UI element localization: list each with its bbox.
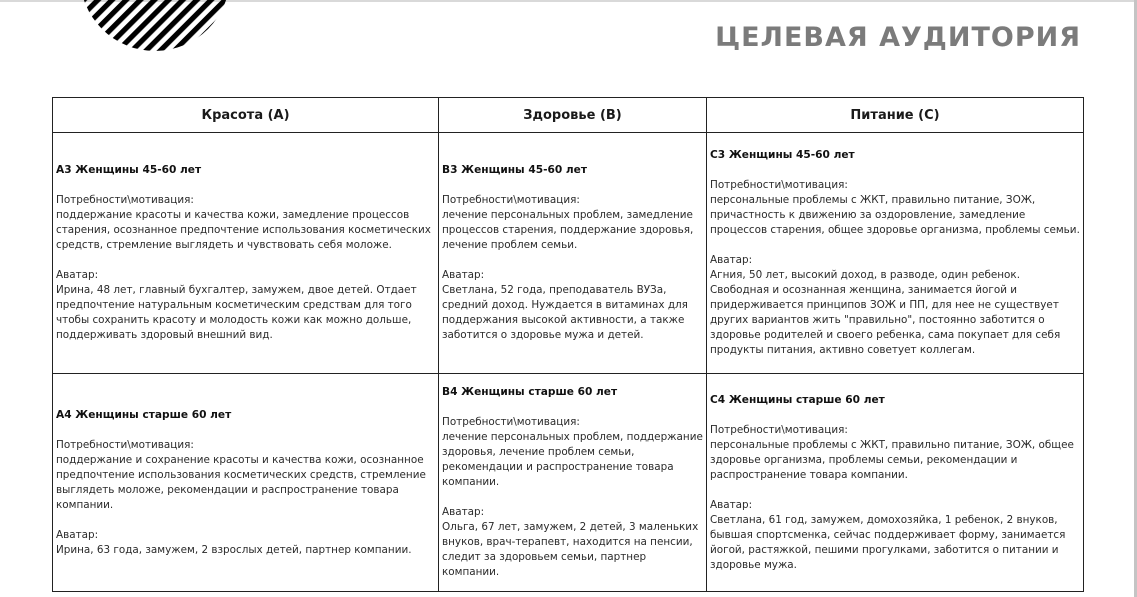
avatar-text: Агния, 50 лет, высокий доход, в разводе, один ребенок. Свободная и осознанная женщина, занимается йогой и придерживается принципов ЗОЖ и ПП, для нее не существует других вариантов жить "правильно", постоянно заботится о здоровье родителей и своего ребенка, сама покупает для себя продукты питания, активно советует коллегам. xyxy=(710,269,1061,356)
needs-block xyxy=(56,193,435,253)
avatar-label: Аватар: xyxy=(710,254,753,266)
table-row xyxy=(53,133,1084,374)
avatar-block xyxy=(710,253,1080,358)
segment-cell-b4 xyxy=(439,374,707,592)
segment-title: А3 Женщины 45-60 лет xyxy=(56,164,202,176)
needs-label: Потребности\мотивация: xyxy=(56,438,194,451)
needs-text: лечение персональных проблем, замедление процессов старения, поддержание здоровья, лечение проблем семьи. xyxy=(442,209,694,251)
segment-title: А4 Женщины старше 60 лет xyxy=(56,408,232,421)
target-audience-table xyxy=(52,97,1084,592)
segment-cell-b3 xyxy=(439,133,707,374)
needs-text: персональные проблемы с ЖКТ, правильно питание, ЗОЖ, общее здоровье организма, проблемы семьи, рекомендации и распространение товара компании. xyxy=(710,438,1074,481)
avatar-label: Аватар: xyxy=(442,506,485,518)
needs-label: Потребности\мотивация: xyxy=(710,179,848,191)
table-row xyxy=(53,374,1084,592)
avatar-text: Ольга, 67 лет, замужем, 2 детей, 3 маленьких внуков, врач-терапевт, находится на пенсии, следит за здоровьем семьи, партнер компании. xyxy=(442,521,699,578)
needs-text: персональные проблемы с ЖКТ, правильно питание, ЗОЖ, причастность к движению за оздоровление, замедление процессов старения, общее здоровье организма, проблемы семьи. xyxy=(710,194,1080,236)
avatar-label: Аватар: xyxy=(56,269,99,281)
needs-text: поддержание красоты и качества кожи, замедление процессов старения, осознанное предпочтение использования косметических средств, стремление выглядеть и чувствовать себя моложе. xyxy=(56,209,431,251)
needs-label: Потребности\мотивация: xyxy=(710,423,848,436)
avatar-block xyxy=(710,498,1080,573)
avatar-text: Ирина, 63 года, замужем, 2 взрослых детей, партнер компании. xyxy=(56,543,412,556)
avatar-block xyxy=(442,505,703,580)
avatar-text: Светлана, 52 года, преподаватель ВУЗа, средний доход. Нуждается в витаминах для поддержания высокой активности, а также заботится о здоровье мужа и детей. xyxy=(442,284,688,341)
avatar-text: Ирина, 48 лет, главный бухгалтер, замужем, двое детей. Отдает предпочтение натуральным косметическим средствам для того чтобы сохранить красоту и молодость кожи как можно дольше, поддерживать здоровый внешний вид. xyxy=(56,284,417,341)
column-header-health: Здоровье (В) xyxy=(439,98,707,133)
needs-label: Потребности\мотивация: xyxy=(442,416,580,428)
segment-cell-a4 xyxy=(53,374,439,592)
avatar-block xyxy=(442,268,703,343)
segment-title: В3 Женщины 45-60 лет xyxy=(442,164,587,176)
segment-cell-c4 xyxy=(707,374,1084,592)
needs-text: лечение персональных проблем, поддержание здоровья, лечение проблем семьи, рекомендации и распространение товара компании. xyxy=(442,431,703,488)
segment-title: С4 Женщины старше 60 лет xyxy=(710,393,885,406)
column-header-beauty: Красота (А) xyxy=(53,98,439,133)
needs-text: поддержание и сохранение красоты и качества кожи, осознанное предпочтение использования косметических средств, стремление выглядеть моложе, рекомендации и распространение товара компании. xyxy=(56,453,426,511)
page-title: ЦЕЛЕВАЯ АУДИТОРИЯ xyxy=(715,22,1081,53)
avatar-block xyxy=(56,268,435,343)
avatar-text: Светлана, 61 год, замужем, домохозяйка, 1 ребенок, 2 внуков, бывшая спортсменка, сейчас поддерживает форму, занимается йогой, растяжкой, пешими прогулками, заботится о питании и здоровье мужа. xyxy=(710,513,1066,571)
avatar-label: Аватар: xyxy=(710,498,753,511)
needs-block xyxy=(56,438,435,513)
segment-title: С3 Женщины 45-60 лет xyxy=(710,149,855,161)
column-header-nutrition: Питание (С) xyxy=(707,98,1084,133)
avatar-label: Аватар: xyxy=(442,269,485,281)
needs-label: Потребности\мотивация: xyxy=(56,194,194,206)
needs-block xyxy=(710,178,1080,238)
needs-label: Потребности\мотивация: xyxy=(442,194,580,206)
needs-block xyxy=(442,415,703,490)
segment-cell-a3 xyxy=(53,133,439,374)
avatar-label: Аватар: xyxy=(56,528,99,541)
avatar-block xyxy=(56,528,435,558)
segment-title: В4 Женщины старше 60 лет xyxy=(442,386,618,398)
needs-block xyxy=(710,423,1080,483)
striped-circle-icon xyxy=(80,0,230,52)
needs-block xyxy=(442,193,703,253)
segment-cell-c3 xyxy=(707,133,1084,374)
table-header-row xyxy=(53,98,1084,133)
